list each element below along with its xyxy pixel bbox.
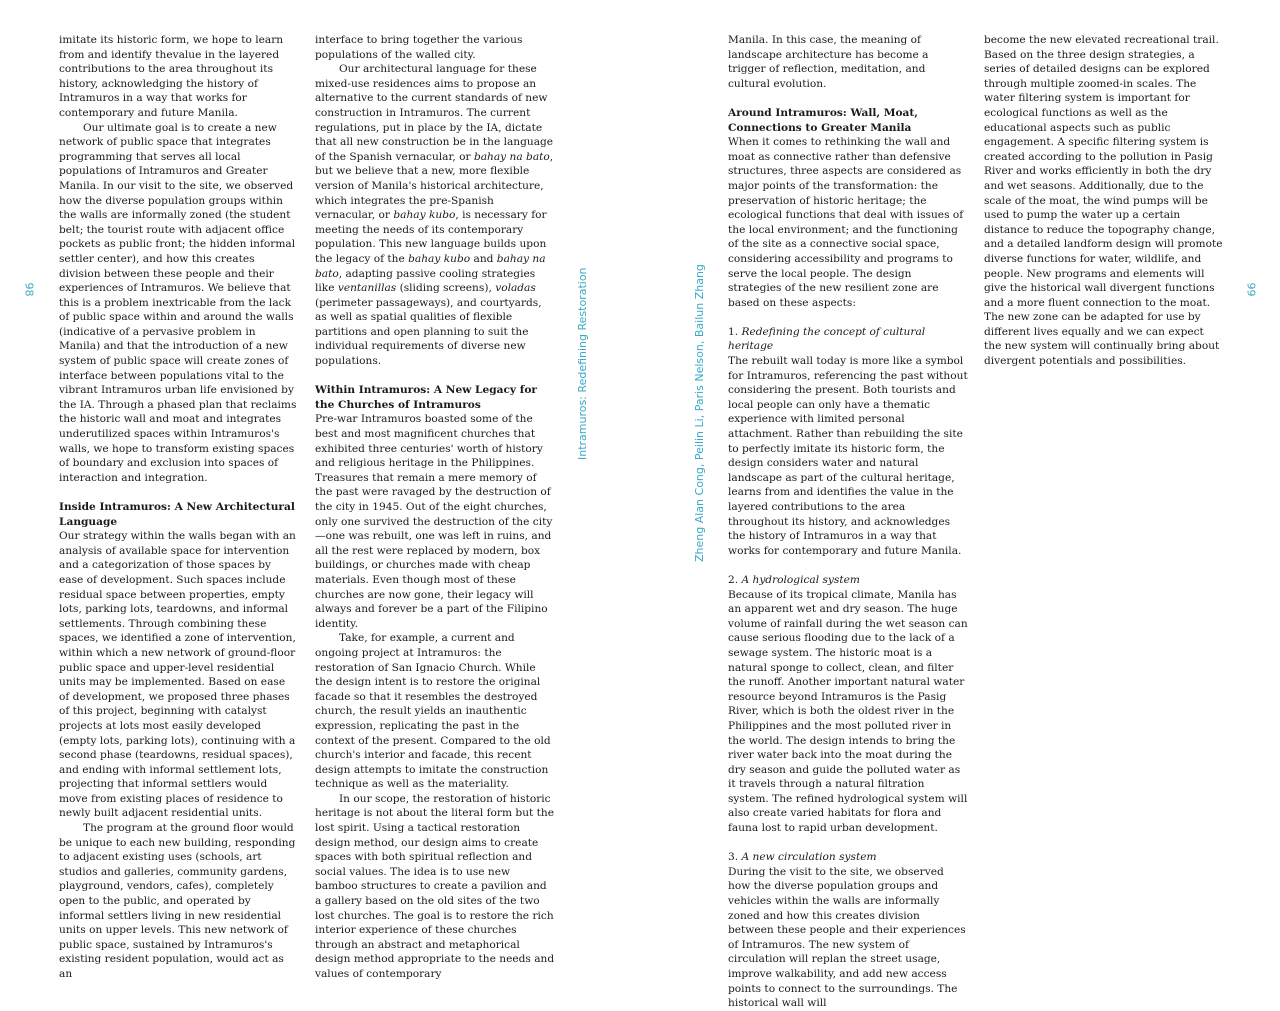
paragraph: Manila. In this case, the meaning of landscape architecture has become a trigger of reflection, meditation, and cultural evolution. [728,34,929,90]
section-heading: Around Intramuros: Wall, Moat, Connections to Greater Manila [728,106,918,134]
text-column-2 [315,33,555,982]
paragraph: Our architectural language for these mixed-use residences aims to propose an alternative to the current standards of new construction in Intramuros. The current regulations, put in place by the IA, dictate that all new construction be in the language of the Spanish vernacular, or bahay na bato, but we believe that a new, more flexible version of Manila's historical architecture, which integrates the pre-Spanish vernacular, or bahay kubo, is necessary for meeting the needs of its contemporary population. This new language builds upon the legacy of the bahay kubo and bahay na bato, adapting passive cooling strategies like ventanillas (sliding screens), voladas (perimeter passageways), and courtyards, as well as spatial qualities of flexible partitions and open planning to suit the individual requirements of diverse new populations. [315,63,554,368]
paragraph: During the visit to the site, we observed how the diverse population groups and vehicles within the walls are informally zoned and how this creates division between these people and their experiences of Intramuros. The new system of circulation will replan the street usage, improve walkability, and add new access points to connect to the surroundings. The historical wall will [728,865,966,1010]
text-column-1 [59,33,297,982]
paragraph: interface to bring together the various populations of the walled city. [315,34,523,61]
paragraph: The rebuilt wall today is more like a symbol for Intramuros, referencing the past without considering the present. Both tourists and local people can only have a thematic experience with limited personal attachment. Rather than rebuilding the site to perfectly imitate its historic form, the design considers water and natural landscape as part of the cultural heritage, learns from and identifies the value in the layered contributions to the area throughout its history, and acknowledges the history of Intramuros in a way that works for contemporary and future Manila. [728,355,968,557]
text-column-4 [984,33,1224,369]
subsection-title: 3. A new circulation system [728,851,877,864]
paragraph: Our strategy within the walls began with an analysis of available space for intervention and a categorization of those spaces by ease of development. Such spaces include residual space between properties, empty lots, parking lots, teardowns, and informal settlements. Through combining these spaces, we identified a zone of intervention, within which a new network of ground-floor public space and upper-level residential units may be implemented. Based on ease of development, we proposed three phases of this project, beginning with catalyst projects at lots most easily developed (empty lots, parking lots), continuing with a second phase (teardowns, residual spaces), and ending with informal settlement lots, projecting that informal settlers would move from existing places of residence to newly built adjacent residential units. [59,530,296,820]
paragraph: The program at the ground floor would be unique to each new building, responding to adjacent existing uses (schools, art studios and galleries, community gardens, playground, vendors, cafes), completely open to the public, and operated by informal settlers living in new residential units on upper levels. This new network of public space, sustained by Intramuros's existing resident population, would act as an [59,822,296,980]
text-column-3 [728,33,968,1011]
section-heading: Within Intramuros: A New Legacy for the Churches of Intramuros [315,384,537,411]
paragraph: imitate its historic form, we hope to learn from and identify thevalue in the layered contributions to the area throughout its history, acknowledging the history of Intramuros in a way that works for contemporary and future Manila. [59,34,284,119]
page-number-left: 98 [22,282,36,297]
paragraph: Pre-war Intramuros boasted some of the best and most magnificent churches that exhibited three centuries' worth of history and religious heritage in the Philippines. Treasures that remain a mere memory of the past were ravaged by the destruction of the city in 1945. Out of the eight churches, only one survived the destruction of the city—one was rebuilt, one was left in ruins, and all the rest were replaced by modern, box buildings, or churches made with cheap materials. Even though most of these churches are now gone, their legacy will always and forever be a part of the Filipino identity. [315,413,553,630]
paragraph: Take, for example, a current and ongoing project at Intramuros: the restoration of San Ignacio Church. While the design intent is to restore the original facade so that it resembles the destroyed church, the result yields an inauthentic expression, replicating the past in the context of the present. Compared to the old church's interior and facade, this recent design attempts to imitate the construction technique as well as the materiality. [315,632,551,791]
paragraph: Our ultimate goal is to create a new network of public space that integrates programming that serves all local populations of Intramuros and Greater Manila. In our visit to the site, we observed how the diverse population groups within the walls are informally zoned (the student belt; the tourist route with adjacent office pockets as public front; the hidden informal settler center), and how this creates division between these people and their experiences of Intramuros. We believe that this is a problem inextricable from the lack of public space within and around the walls (indicative of a pervasive problem in Manila) and that the introduction of a new system of public space will create zones of interface between populations vital to the vibrant Intramuros urban life envisioned by the IA. Through a phased plan that reclaims the historic wall and moat and integrates underutilized spaces within Intramuros's walls, we hope to transform existing spaces of boundary and exclusion into spaces of interaction and integration. [59,121,297,484]
paragraph: When it comes to rethinking the wall and moat as connective rather than defensive structures, three aspects are considered as major points of the transformation: the preservation of historic heritage; the ecological functions that deal with issues of the local environment; and the functioning of the site as a connective social space, considering accessibility and programs to serve the local people. The design strategies of the new resilient zone are based on these aspects: [728,136,964,309]
paragraph: become the new elevated recreational trail. Based on the three design strategies, a series of detailed designs can be explored through multiple zoomed-in scales. The water filtering system is important for ecological functions as well as the educational aspects such as public engagement. A specific filtering system is created according to the pollution in Pasig River and works efficiently in both the dry and wet seasons. Additionally, due to the scale of the moat, the wind pumps will be used to pump the water up a certain distance to reduce the topography change, and a detailed landform design will promote diverse functions for water, wildlife, and people. New programs and elements will give the historical wall divergent functions and a more fluent connection to the moat. The new zone can be adapted for use by different lives equally and we can expect the new system will continually bring about divergent potentials and possibilities. [984,34,1223,368]
page-number-right: 99 [1244,282,1258,297]
paragraph: Because of its tropical climate, Manila has an apparent wet and dry season. The huge volume of rainfall during the wet season can cause serious flooding due to the lack of a sewage system. The historic moat is a natural sponge to collect, clean, and filter the runoff. Another important natural water resource beyond Intramuros is the Pasig River, which is both the oldest river in the Philippines and the most polluted river in the world. The design intends to bring the river water back into the moat during the dry season and guide the polluted water as it travels through a natural filtration system. The refined hydrological system will also create varied habitats for flora and fauna lost to rapid urban development. [728,588,968,835]
running-authors: Zheng Alan Cong, Peilin Li, Paris Nelson, Bailun Zhang [693,264,706,562]
paragraph: In our scope, the restoration of historic heritage is not about the literal form but the lost spirit. Using a tactical restoration design method, our design aims to create spaces with both spiritual reflection and social values. The idea is to use new bamboo structures to create a pavilion and a gallery based on the old sites of the two lost churches. The goal is to restore the rich interior experience of these churches through an abstract and metaphorical design method appropriate to the needs and values of contemporary [315,792,555,980]
section-heading: Inside Intramuros: A New Architectural Language [59,501,295,528]
subsection-title: 2. A hydrological system [728,573,860,586]
subsection-title: 1. Redefining the concept of cultural heritage [728,325,926,353]
running-title: Intramuros: Redefining Restoration [576,267,589,460]
